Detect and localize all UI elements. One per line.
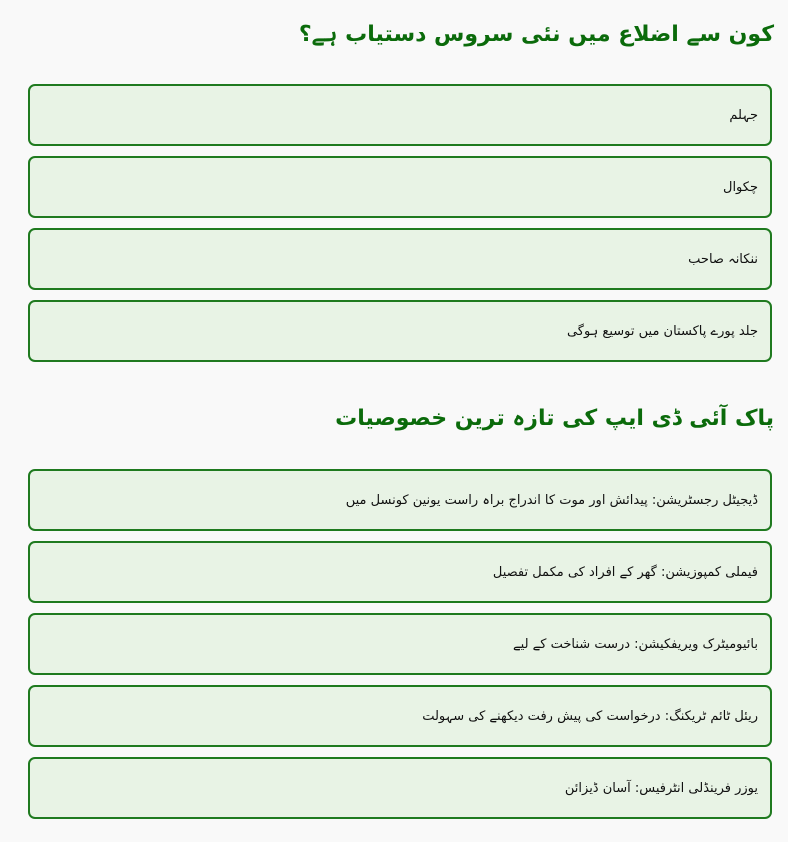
feature-biometric-verification: بائیومیٹرک ویریفکیشن: درست شناخت کے لیے (513, 636, 758, 652)
feature-family-composition: فیملی کمپوزیشن: گھر کے افراد کی مکمل تفصیل (492, 564, 758, 580)
list-item (28, 84, 772, 146)
list-item (28, 757, 772, 819)
expansion-note: جلد پورے پاکستان میں توسیع ہوگی (566, 323, 758, 339)
list-item (28, 469, 772, 531)
list-item (28, 541, 772, 603)
districts-list (28, 84, 772, 372)
districts-heading: کون سے اضلاع میں نئی سروس دستیاب ہے؟ (298, 22, 774, 47)
district-jhelum: جہلم (729, 107, 758, 123)
district-nankana-sahib: ننکانہ صاحب (688, 251, 758, 267)
feature-realtime-tracking: ریئل ٹائم ٹریکنگ: درخواست کی پیش رفت دیکھنے کی سہولت (422, 708, 758, 724)
list-item (28, 156, 772, 218)
feature-digital-registration: ڈیجیٹل رجسٹریشن: پیدائش اور موت کا اندراج براہ راست یونین کونسل میں (345, 492, 758, 508)
district-chakwal: چکوال (723, 179, 758, 195)
list-item (28, 613, 772, 675)
list-item (28, 228, 772, 290)
features-heading: پاک آئی ڈی ایپ کی تازہ ترین خصوصیات (335, 406, 774, 431)
list-item (28, 685, 772, 747)
list-item (28, 300, 772, 362)
features-list (28, 469, 772, 829)
feature-user-friendly-interface: یوزر فرینڈلی انٹرفیس: آسان ڈیزائن (564, 780, 758, 796)
